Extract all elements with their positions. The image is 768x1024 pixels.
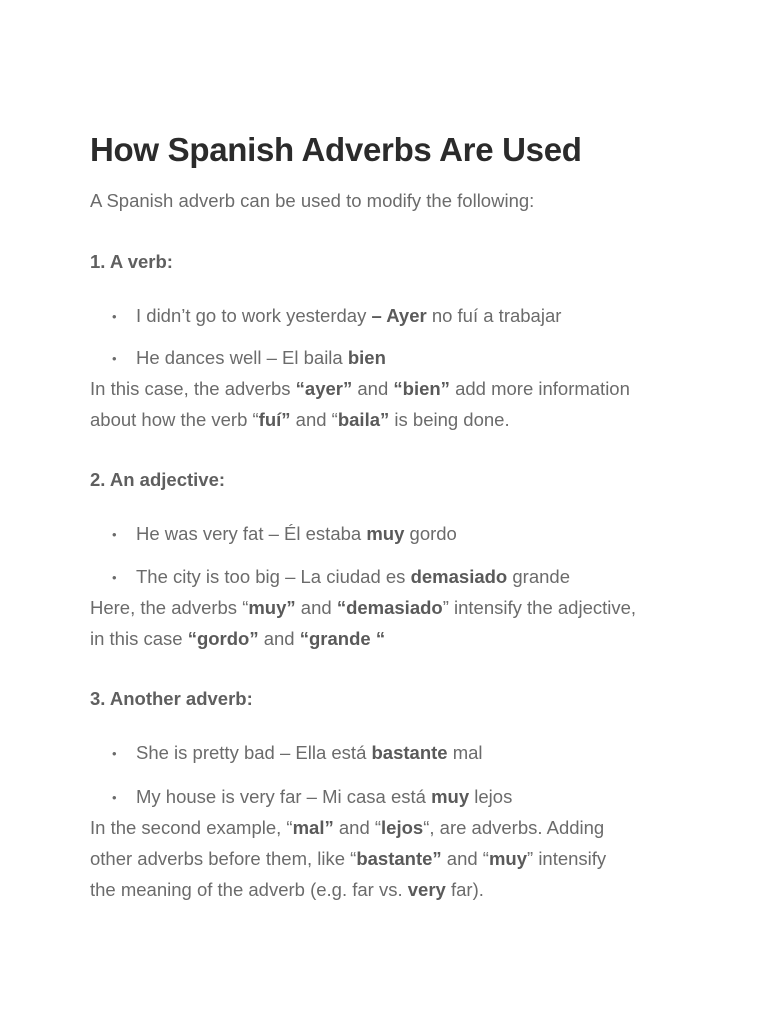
bold-term: fuí”: [258, 409, 291, 430]
text-run: In this case, the adverbs: [90, 378, 296, 399]
text-run: about how the verb “: [90, 409, 259, 430]
list-item-text: [136, 305, 561, 326]
explanation-line: [90, 847, 606, 871]
text-run: and: [258, 628, 300, 649]
text-run: in this case: [90, 628, 188, 649]
explanation-line: [90, 816, 604, 840]
text-run: She is pretty bad – Ella está: [136, 742, 372, 763]
text-run: grande: [507, 566, 570, 587]
bold-term: very: [407, 879, 446, 900]
list-item: [112, 741, 483, 766]
bold-term: muy”: [248, 597, 296, 618]
explanation-line: [90, 627, 385, 651]
text-run: and: [352, 378, 394, 399]
bold-term: “demasiado: [336, 597, 443, 618]
bold-term: “ayer”: [295, 378, 353, 399]
text-run: and “: [441, 848, 489, 869]
text-run: ” intensify the adjective,: [442, 597, 637, 618]
text-run: “, are adverbs. Adding: [423, 817, 605, 838]
bold-term: lejos: [381, 817, 424, 838]
list-item-text: [136, 566, 570, 587]
list-item: [112, 304, 561, 329]
list-item: [112, 346, 386, 371]
bold-term: muy: [488, 848, 528, 869]
text-run: gordo: [404, 523, 457, 544]
explanation-line: [90, 878, 484, 902]
list-item-text: [136, 347, 386, 368]
bold-term: demasiado: [410, 566, 508, 587]
bold-term: bastante: [371, 742, 448, 763]
section-heading-adverb: 3. Another adverb:: [90, 688, 253, 709]
bold-term: muy: [431, 786, 470, 807]
explanation-line: [90, 596, 636, 620]
text-run: mal: [447, 742, 483, 763]
text-run: and “: [290, 409, 338, 430]
bold-term: bien: [347, 347, 386, 368]
text-run: In the second example, “: [90, 817, 293, 838]
section-heading-verb: 1. A verb:: [90, 251, 173, 272]
text-run: other adverbs before them, like “: [90, 848, 357, 869]
list-item: [112, 522, 457, 547]
text-run: Here, the adverbs “: [90, 597, 249, 618]
text-run: and: [295, 597, 337, 618]
list-item: [112, 565, 570, 590]
bold-term: bastante”: [356, 848, 442, 869]
bold-term: “bien”: [393, 378, 450, 399]
bold-term: baila”: [337, 409, 390, 430]
explanation-line: [90, 408, 510, 432]
bold-term: muy: [366, 523, 405, 544]
text-run: He was very fat – Él estaba: [136, 523, 367, 544]
text-run: The city is too big – La ciudad es: [136, 566, 411, 587]
bullet-icon: •: [112, 527, 117, 543]
bullet-icon: •: [112, 790, 117, 806]
list-item-text: [136, 523, 457, 544]
text-run: My house is very far – Mi casa está: [136, 786, 432, 807]
bullet-icon: •: [112, 309, 117, 325]
list-item: [112, 785, 512, 810]
text-run: ” intensify: [527, 848, 607, 869]
list-item-text: [136, 742, 483, 763]
text-run: the meaning of the adverb (e.g. far vs.: [90, 879, 408, 900]
text-run: I didn’t go to work yesterday: [136, 305, 372, 326]
text-run: no fuí a trabajar: [426, 305, 562, 326]
bullet-icon: •: [112, 570, 117, 586]
text-run: is being done.: [389, 409, 510, 430]
bullet-icon: •: [112, 746, 117, 762]
bold-term: – Ayer: [371, 305, 427, 326]
text-run: and “: [333, 817, 382, 838]
explanation-line: [90, 377, 630, 401]
intro-text: A Spanish adverb can be used to modify the following:: [90, 190, 535, 211]
text-run: lejos: [469, 786, 513, 807]
section-heading-adjective: 2. An adjective:: [90, 469, 226, 490]
bold-term: “gordo”: [187, 628, 259, 649]
list-item-text: [136, 786, 512, 807]
text-run: He dances well – El baila: [136, 347, 348, 368]
bullet-icon: •: [112, 351, 117, 367]
bold-term: mal”: [292, 817, 334, 838]
text-run: add more information: [449, 378, 630, 399]
page-title: How Spanish Adverbs Are Used: [90, 131, 582, 168]
text-run: far).: [445, 879, 484, 900]
bold-term: “grande “: [299, 628, 386, 649]
